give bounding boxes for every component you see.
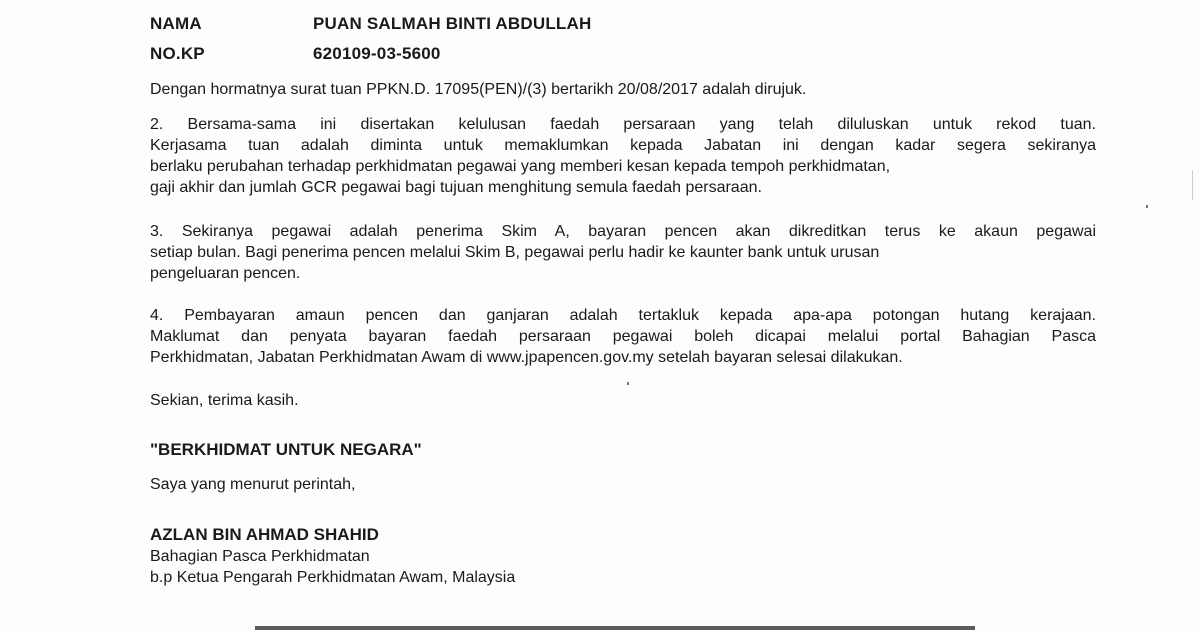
scan-speck [627, 382, 629, 385]
paragraph-4-line: Perkhidmatan, Jabatan Perkhidmatan Awam di www.jpapencen.gov.my setelah bayaran selesai dilakukan. [150, 349, 903, 366]
id-value: 620109-03-5600 [313, 44, 441, 63]
paragraph-3-line: pengeluaran pencen. [150, 265, 301, 282]
paragraph-2-line: Kerjasama tuan adalah diminta untuk memaklumkan kepada Jabatan ini dengan kadar segera sekiranya [150, 137, 1096, 154]
paragraph-3-line: setiap bulan. Bagi penerima pencen melalui Skim B, pegawai perlu hadir ke kaunter bank untuk urusan [150, 244, 880, 261]
paragraph-3-line: 3. Sekiranya pegawai adalah penerima Skim A, bayaran pencen akan dikreditkan terus ke akaun pegawai [150, 223, 1096, 240]
intro-paragraph: Dengan hormatnya surat tuan PPKN.D. 17095(PEN)/(3) bertarikh 20/08/2017 adalah dirujuk. [150, 81, 807, 98]
motto: "BERKHIDMAT UNTUK NEGARA" [150, 440, 422, 459]
signer-name: AZLAN BIN AHMAD SHAHID [150, 525, 379, 544]
id-label: NO.KP [150, 44, 205, 63]
cropped-top-text [320, 0, 460, 2]
closing-line: Sekian, terima kasih. [150, 392, 299, 409]
paragraph-4-line: Maklumat dan penyata bayaran faedah persaraan pegawai boleh dicapai melalui portal Bahagian Pasca [150, 328, 1096, 345]
signer-on-behalf: b.p Ketua Pengarah Perkhidmatan Awam, Malaysia [150, 569, 516, 586]
paragraph-2-line: gaji akhir dan jumlah GCR pegawai bagi tujuan menghitung semula faedah persaraan. [150, 179, 762, 196]
paragraph-2-line: 2. Bersama-sama ini disertakan kelulusan faedah persaraan yang telah diluluskan untuk rekod tuan. [150, 116, 1096, 133]
paragraph-2 [150, 114, 1096, 198]
scan-edge [1192, 170, 1193, 200]
order-line: Saya yang menurut perintah, [150, 476, 356, 493]
signer-division: Bahagian Pasca Perkhidmatan [150, 548, 370, 565]
paragraph-4-line: 4. Pembayaran amaun pencen dan ganjaran adalah tertakluk kepada apa-apa potongan hutang kerajaan. [150, 307, 1096, 324]
paragraph-3 [150, 221, 1096, 284]
paragraph-4 [150, 305, 1096, 368]
name-label: NAMA [150, 14, 202, 33]
scan-speck [1146, 205, 1148, 208]
name-value: PUAN SALMAH BINTI ABDULLAH [313, 14, 592, 33]
cropped-bottom-text [255, 620, 975, 638]
paragraph-2-line: berlaku perubahan terhadap perkhidmatan pegawai yang memberi kesan kepada tempoh perkhidmatan, [150, 158, 891, 175]
